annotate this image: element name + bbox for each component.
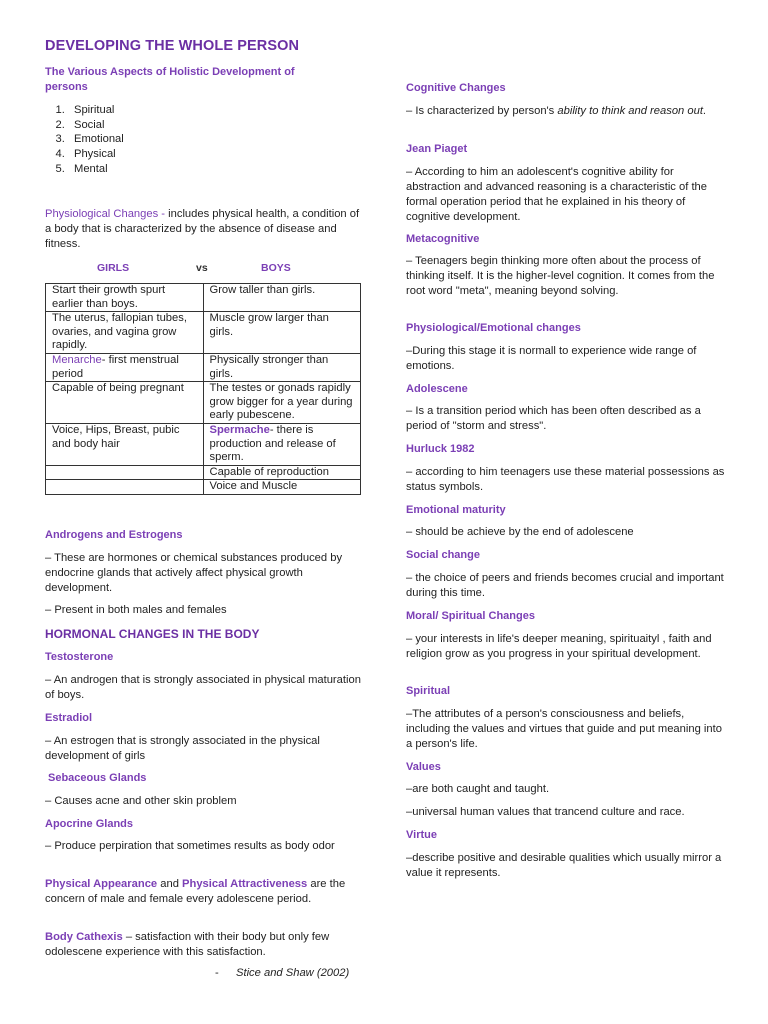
piaget-heading: Jean Piaget xyxy=(406,143,468,155)
cognitive-emphasis: ability to think and reason out xyxy=(557,105,703,117)
values-text-1: –are both caught and taught. xyxy=(406,783,550,795)
list-item: 3. Emotional xyxy=(68,132,124,147)
list-item: 1. Spiritual xyxy=(68,103,124,118)
spermache-term: Spermache xyxy=(209,423,270,436)
girls-boys-table xyxy=(45,283,361,495)
aspects-list xyxy=(23,103,124,177)
apocrine-heading: Apocrine Glands xyxy=(45,818,134,830)
piaget-text: – According to him an adolescent's cognitive ability for abstraction and advanced reasoning is a characteristic of the formal operation period that he explained in his theory of cognitive development. xyxy=(406,166,707,223)
moral-text: – your interests in life's deeper meaning, spirituaityl , faith and religion grow as you progress in your spiritual development. xyxy=(406,633,712,660)
list-item: 2. Social xyxy=(68,118,124,133)
attractiveness-term: Physical Attractiveness xyxy=(182,878,308,890)
table-row xyxy=(46,480,361,495)
list-item: 4. Physical xyxy=(68,147,124,162)
physiological-text: includes physical health, a condition of a body that is characterized by the absence of disease and fitness. xyxy=(45,208,360,250)
cognitive-post: . xyxy=(702,105,707,117)
emotional-maturity-heading: Emotional maturity xyxy=(406,504,506,516)
sebaceous-heading: Sebaceous Glands xyxy=(48,772,147,784)
table-cell: Grow taller than girls. xyxy=(203,284,361,312)
appearance-term: Physical Appearance xyxy=(45,878,158,890)
androgens-text-2: – Present in both males and females xyxy=(45,604,227,616)
table-cell: The uterus, fallopian tubes, ovaries, and vagina grow rapidly. xyxy=(46,312,204,354)
testosterone-text: – An androgen that is strongly associated in physical maturation of boys. xyxy=(45,674,361,701)
table-cell xyxy=(46,465,204,480)
table-row xyxy=(46,382,361,424)
estradiol-text: – An estrogen that is strongly associated in the physical development of girls xyxy=(45,735,320,762)
hurluck-text: – according to him teenagers use these material possessions as status symbols. xyxy=(406,466,725,493)
table-row xyxy=(46,284,361,312)
table-cell: The testes or gonads rapidly grow bigger for a year during early pubescene. xyxy=(203,382,361,424)
table-cell: Capable of being pregnant xyxy=(46,382,204,424)
girls-label: GIRLS xyxy=(97,262,130,274)
hurluck-heading: Hurluck 1982 xyxy=(406,443,475,455)
estradiol-heading: Estradiol xyxy=(45,712,93,724)
table-cell xyxy=(203,423,361,465)
social-change-heading: Social change xyxy=(406,549,480,561)
page-title: DEVELOPING THE WHOLE PERSON xyxy=(45,38,300,54)
table-cell xyxy=(46,480,204,495)
physemo-heading: Physiological/Emotional changes xyxy=(406,322,581,334)
spiritual-heading: Spiritual xyxy=(406,685,451,697)
apocrine-text: – Produce perpiration that sometimes results as body odor xyxy=(45,840,335,852)
metacognitive-heading: Metacognitive xyxy=(406,233,480,245)
list-item: 5. Mental xyxy=(68,162,124,177)
androgens-heading: Androgens and Estrogens xyxy=(45,529,183,541)
cognitive-text xyxy=(406,104,726,119)
physiological-paragraph xyxy=(45,207,363,252)
cathexis-term: Body Cathexis xyxy=(45,931,123,943)
menarche-text: - first menstrual period xyxy=(52,353,179,380)
social-change-text: – the choice of peers and friends becomes crucial and important during this time. xyxy=(406,572,724,599)
androgens-text-1: – These are hormones or chemical substances produced by endocrine glands that actively affect physical growth development. xyxy=(45,552,343,594)
spermache-text: - there is production and release of sperm. xyxy=(209,423,336,464)
table-cell: Physically stronger than girls. xyxy=(203,353,361,381)
values-heading: Values xyxy=(406,761,441,773)
metacognitive-text: – Teenagers begin thinking more often about the process of thinking itself. It is the higher-level cognition. It comes from the root word "meta", meaning beyond solving. xyxy=(406,255,715,297)
cognitive-pre: – Is characterized by person's xyxy=(406,105,558,117)
subtitle: The Various Aspects of Holistic Development of persons xyxy=(45,66,295,93)
hormonal-heading: HORMONAL CHANGES IN THE BODY xyxy=(45,627,260,641)
sebaceous-text: – Causes acne and other skin problem xyxy=(45,795,237,807)
moral-heading: Moral/ Spiritual Changes xyxy=(406,610,535,622)
spiritual-text: –The attributes of a person's consciousness and beliefs, including the values and virtues that guide and put meaning into a person's life. xyxy=(406,708,722,750)
table-cell: Muscle grow larger than girls. xyxy=(203,312,361,354)
appearance-text: are the concern of male and female every adolescene period. xyxy=(45,878,346,905)
adolescene-text: – Is a transition period which has been often described as a period of "storm and stress". xyxy=(406,405,701,432)
table-cell: Voice and Muscle xyxy=(203,480,361,495)
appearance-paragraph xyxy=(45,877,363,907)
emotional-maturity-text: – should be achieve by the end of adolescene xyxy=(406,526,634,538)
table-row xyxy=(46,465,361,480)
cathexis-text: – satisfaction with their body but only few odolescene experience with this satisfaction. xyxy=(45,931,330,958)
table-row xyxy=(46,312,361,354)
cathexis-paragraph xyxy=(45,930,363,960)
table-cell: Start their growth spurt earlier than boys. xyxy=(46,284,204,312)
table-row xyxy=(46,353,361,381)
table-cell xyxy=(46,353,204,381)
adolescene-heading: Adolescene xyxy=(406,383,468,395)
table-row xyxy=(46,423,361,465)
physemo-text: –During this stage it is normall to experience wide range of emotions. xyxy=(406,345,697,372)
vs-label: vs xyxy=(196,262,208,274)
boys-label: BOYS xyxy=(261,262,291,274)
cognitive-heading: Cognitive Changes xyxy=(406,82,506,94)
virtue-heading: Virtue xyxy=(406,829,437,841)
table-cell: Capable of reproduction xyxy=(203,465,361,480)
values-text-2: –universal human values that trancend culture and race. xyxy=(406,806,685,818)
physiological-term: Physiological Changes xyxy=(45,208,159,220)
citation-dash: - xyxy=(215,967,219,979)
appearance-and: and xyxy=(157,878,183,890)
virtue-text: –describe positive and desirable qualities which usually mirror a value it represents. xyxy=(406,852,722,879)
table-cell: Voice, Hips, Breast, pubic and body hair xyxy=(46,423,204,465)
citation: Stice and Shaw (2002) xyxy=(236,967,350,979)
testosterone-heading: Testosterone xyxy=(45,651,114,663)
physiological-sep: - xyxy=(158,208,169,220)
menarche-term: Menarche xyxy=(52,353,102,366)
